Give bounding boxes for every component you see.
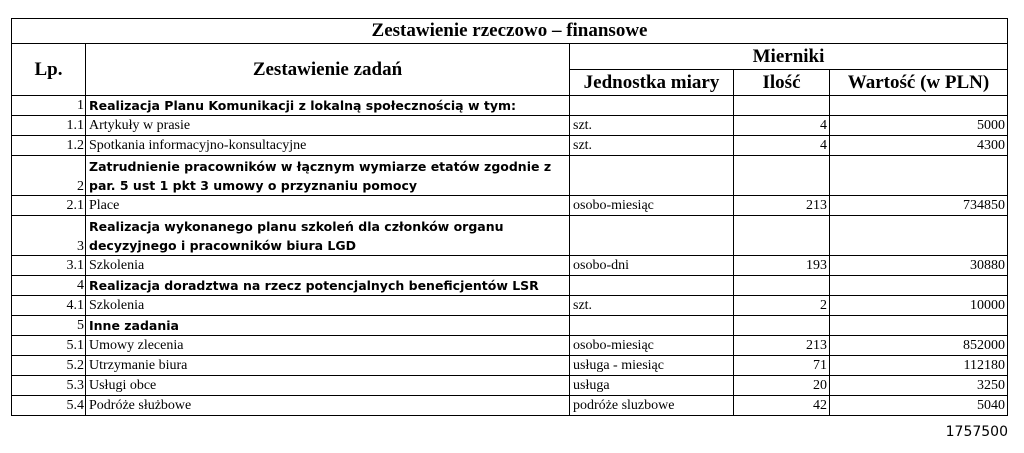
- row-unit: podróże sluzbowe: [570, 396, 734, 416]
- row-task: Realizacja doradztwa na rzecz potencjalnych beneficjentów LSR: [86, 276, 570, 296]
- row-value: 852000: [830, 336, 1008, 356]
- row-unit: [570, 96, 734, 116]
- row-lp: 5.1: [12, 336, 86, 356]
- table-row: [12, 376, 1008, 396]
- header-jednostka: Jednostka miary: [570, 70, 734, 96]
- row-value: 734850: [830, 196, 1008, 216]
- table-row: [12, 196, 1008, 216]
- row-qty: 4: [734, 136, 830, 156]
- row-unit: usługa: [570, 376, 734, 396]
- row-value: [830, 216, 1008, 256]
- row-task: Usługi obce: [86, 376, 570, 396]
- row-value: 10000: [830, 296, 1008, 316]
- row-unit: osobo-miesiąc: [570, 196, 734, 216]
- row-lp: 4: [12, 276, 86, 296]
- row-qty: 213: [734, 196, 830, 216]
- header-lp: Lp.: [12, 44, 86, 96]
- header-zadan: Zestawienie zadań: [86, 44, 570, 96]
- row-task: Artykuły w prasie: [86, 116, 570, 136]
- row-task: Spotkania informacyjno-konsultacyjne: [86, 136, 570, 156]
- row-task: Utrzymanie biura: [86, 356, 570, 376]
- table-row: [12, 296, 1008, 316]
- row-task: Szkolenia: [86, 256, 570, 276]
- row-task: Place: [86, 196, 570, 216]
- row-task: Inne zadania: [86, 316, 570, 336]
- row-qty: [734, 276, 830, 296]
- row-task: Podróże służbowe: [86, 396, 570, 416]
- row-lp: 4.1: [12, 296, 86, 316]
- table-row: [12, 216, 1008, 256]
- row-qty: 193: [734, 256, 830, 276]
- row-unit: [570, 216, 734, 256]
- row-unit: osobo-dni: [570, 256, 734, 276]
- row-task: Zatrudnienie pracowników w łącznym wymiarze etatów zgodnie z par. 5 ust 1 pkt 3 umowy o przyznaniu pomocy: [86, 156, 570, 196]
- row-lp: 1: [12, 96, 86, 116]
- row-qty: 213: [734, 336, 830, 356]
- table-row: [12, 396, 1008, 416]
- row-lp: 5: [12, 316, 86, 336]
- row-qty: 42: [734, 396, 830, 416]
- table-row: [12, 336, 1008, 356]
- row-unit: usługa - miesiąc: [570, 356, 734, 376]
- header-mierniki: Mierniki: [570, 44, 1008, 70]
- row-qty: [734, 96, 830, 116]
- header-wartosc: Wartość (w PLN): [830, 70, 1008, 96]
- row-task: Umowy zlecenia: [86, 336, 570, 356]
- row-value: 112180: [830, 356, 1008, 376]
- table-row: [12, 156, 1008, 196]
- row-value: 5040: [830, 396, 1008, 416]
- row-qty: [734, 316, 830, 336]
- row-unit: [570, 316, 734, 336]
- row-task: Szkolenia: [86, 296, 570, 316]
- row-value: [830, 276, 1008, 296]
- row-value: 4300: [830, 136, 1008, 156]
- finance-table-container: [11, 18, 1008, 416]
- row-lp: 2: [12, 156, 86, 196]
- row-value: 3250: [830, 376, 1008, 396]
- table-row: [12, 136, 1008, 156]
- header-ilosc: Ilość: [734, 70, 830, 96]
- row-qty: 71: [734, 356, 830, 376]
- row-value: [830, 316, 1008, 336]
- row-unit: osobo-miesiąc: [570, 336, 734, 356]
- table-row: [12, 116, 1008, 136]
- row-qty: [734, 216, 830, 256]
- row-unit: szt.: [570, 116, 734, 136]
- row-value: [830, 156, 1008, 196]
- row-qty: [734, 156, 830, 196]
- table-row: [12, 276, 1008, 296]
- row-value: 30880: [830, 256, 1008, 276]
- row-lp: 5.3: [12, 376, 86, 396]
- row-unit: szt.: [570, 136, 734, 156]
- row-task: Realizacja wykonanego planu szkoleń dla członków organu decyzyjnego i pracowników biura LGD: [86, 216, 570, 256]
- row-unit: [570, 276, 734, 296]
- row-lp: 1.1: [12, 116, 86, 136]
- row-lp: 3.1: [12, 256, 86, 276]
- table-row: [12, 256, 1008, 276]
- grand-total: 1757500: [945, 424, 1008, 440]
- row-unit: [570, 156, 734, 196]
- row-lp: 2.1: [12, 196, 86, 216]
- row-lp: 3: [12, 216, 86, 256]
- row-qty: 20: [734, 376, 830, 396]
- row-task: Realizacja Planu Komunikacji z lokalną społecznością w tym:: [86, 96, 570, 116]
- table-row: [12, 356, 1008, 376]
- row-qty: 4: [734, 116, 830, 136]
- finance-table: [11, 18, 1008, 416]
- table-title: Zestawienie rzeczowo – finansowe: [12, 19, 1008, 44]
- row-value: [830, 96, 1008, 116]
- table-row: [12, 96, 1008, 116]
- row-qty: 2: [734, 296, 830, 316]
- table-row: [12, 316, 1008, 336]
- row-lp: 5.4: [12, 396, 86, 416]
- row-lp: 5.2: [12, 356, 86, 376]
- row-unit: szt.: [570, 296, 734, 316]
- row-value: 5000: [830, 116, 1008, 136]
- row-lp: 1.2: [12, 136, 86, 156]
